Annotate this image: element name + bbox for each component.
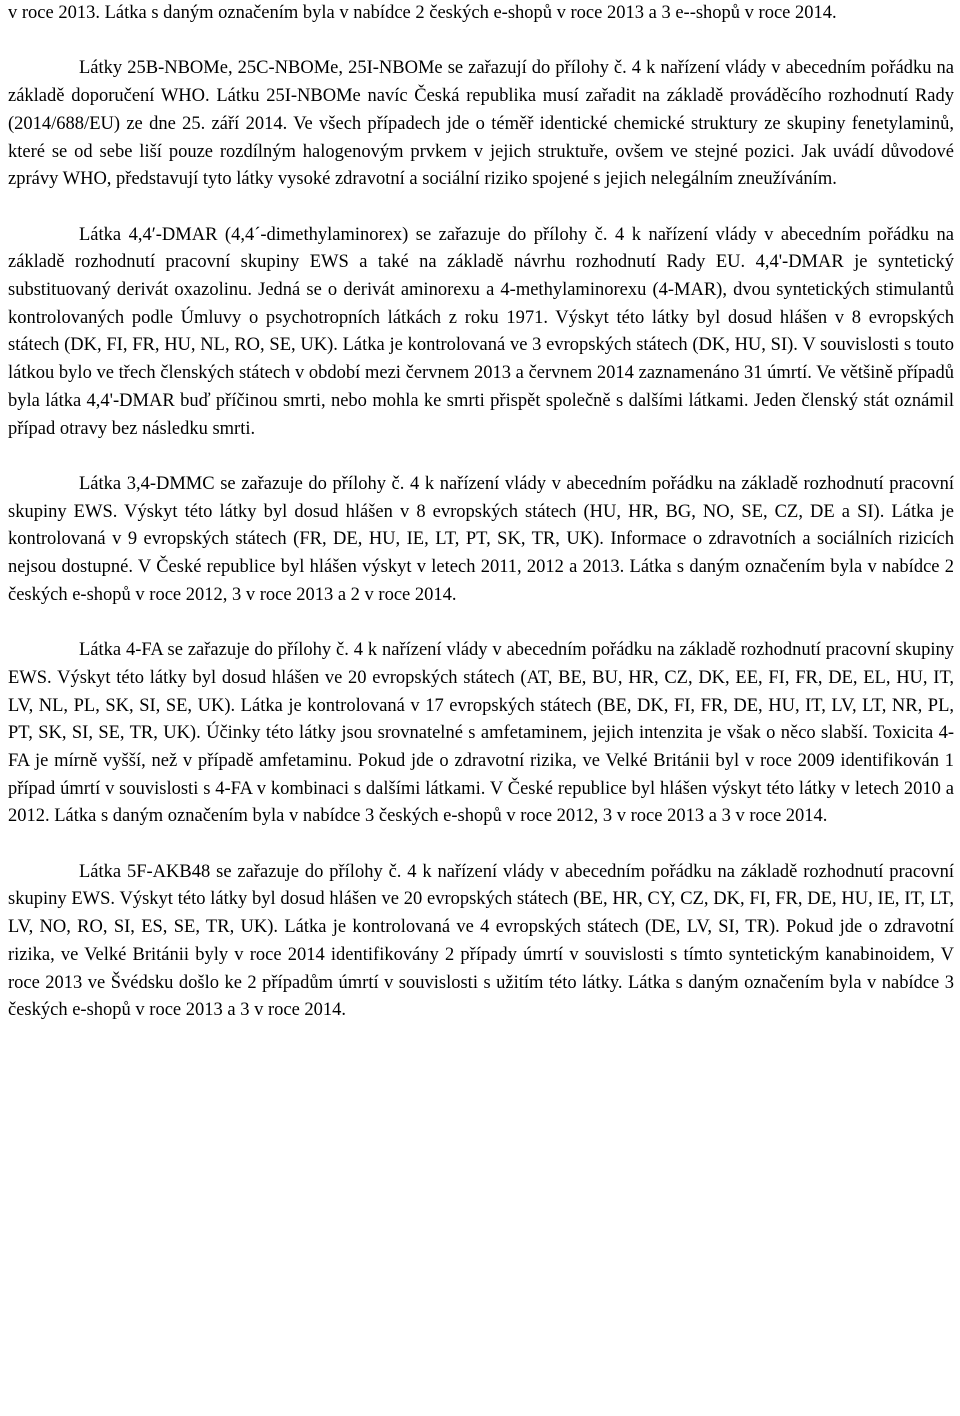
document-page [8, 0, 954, 1416]
paragraph-nbome: Látky 25B-NBOMe, 25C-NBOMe, 25I-NBOMe se zařazují do přílohy č. 4 k nařízení vlády v abecedním pořádku na základě doporučení WHO. Látku 25I-NBOMe navíc Česká republika musí zařadit na základě prováděcího rozhodnutí Rady (2014/688/EU) ze dne 25. září 2014. Ve všech případech jde o téměř identické chemické struktury ze skupiny fenetylaminů, které se od sebe liší pouze rozdílným halogenovým prvkem v jejich struktuře, ovšem ve stejné pozici. Jak uvádí důvodové zprávy WHO, představují tyto látky vysoké zdravotní a sociální riziko spojené s jejich nelegálním zneužíváním. [8, 58, 954, 190]
paragraph-dmmc: Látka 3,4-DMMC se zařazuje do přílohy č. 4 k nařízení vlády v abecedním pořádku na základě rozhodnutí pracovní skupiny EWS. Výskyt této látky byl dosud hlášen v 8 evropských státech (HU, HR, BG, NO, SE, CZ, DE a SI). Látka je kontrolovaná v 9 evropských státech (FR, DE, HU, IE, LT, PT, SK, TR, UK). Informace o zdravotních a sociálních rizicích nejsou dostupné. V České republice byl hlášen výskyt v letech 2011, 2012 a 2013. Látka s daným označením byla v nabídce 2 českých e-shopů v roce 2012, 3 v roce 2013 a 2 v roce 2014. [8, 473, 954, 605]
paragraph-5f-akb48: Látka 5F-AKB48 se zařazuje do přílohy č. 4 k nařízení vlády v abecedním pořádku na základě rozhodnutí pracovní skupiny EWS. Výskyt této látky byl dosud hlášen ve 20 evropských státech (BE, HR, CY, CZ, DK, FI, FR, DE, HU, IE, IT, LT, LV, NO, RO, SI, ES, SE, TR, UK). Látka je kontrolovaná ve 4 evropských státech (DE, LV, SI, TR). Pokud jde o zdravotní rizika, ve Velké Británii byly v roce 2014 identifikovány 2 případy úmrtí v souvislosti s tímto syntetickým kanabinoidem, V roce 2013 ve Švédsku došlo ke 2 případům úmrtí v souvislosti s užitím této látky. Látka s daným označením byla v nabídce 3 českých e-shopů v roce 2013 a 3 v roce 2014. [8, 861, 954, 1021]
paragraph-dmar: Látka 4,4′-DMAR (4,4´-dimethylaminorex) se zařazuje do přílohy č. 4 k nařízení vlády v abecedním pořádku na základě rozhodnutí pracovní skupiny EWS a také na základě návrhu rozhodnutí Rady EU. 4,4'-DMAR je syntetický substituovaný derivát oxazolinu. Jedná se o derivát aminorexu a 4-methylaminorexu (4-MAR), dvou syntetických stimulantů kontrolovaných podle Úmluvy o psychotropních látkách z roku 1971. Výskyt této látky byl dosud hlášen v 8 evropských státech (DK, FI, FR, HU, NL, RO, SE, UK). Látka je kontrolovaná ve 3 evropských státech (DK, HU, SI). V souvislosti s touto látkou bylo ve třech členských státech v období mezi červnem 2013 a červnem 2014 zaznamenáno 31 úmrtí. Ve většině případů byla látka 4,4'-DMAR buď příčinou smrti, nebo mohla ke smrti přispět společně s dalšími látkami. Jeden členský stát oznámil případ otravy bez následku smrti. [8, 224, 954, 439]
paragraph-4fa: Látka 4-FA se zařazuje do přílohy č. 4 k nařízení vlády v abecedním pořádku na základě rozhodnutí pracovní skupiny EWS. Výskyt této látky byl dosud hlášen ve 20 evropských státech (AT, BE, BU, HR, CZ, DK, EE, FI, FR, DE, EL, HU, IT, LV, NL, PL, SK, SI, SE, UK). Látka je kontrolovaná v 17 evropských státech (BE, DK, FI, FR, DE, HU, IT, LV, LT, NR, PL, PT, SK, SI, SE, TR, UK). Účinky této látky jsou srovnatelné s amfetaminem, jejich intenzita je však o něco slabší. Toxicita 4-FA je mírně vyšší, než v případě amfetaminu. Pokud jde o zdravotní rizika, ve Velké Británii byl v roce 2009 identifikován 1 případ úmrtí v souvislosti s 4-FA v kombinaci s dalšími látkami. V České republice byl hlášen výskyt této látky v letech 2010 a 2012. Látka s daným označením byla v nabídce 3 českých e-shopů v roce 2012, 3 v roce 2013 a 3 v roce 2014. [8, 640, 954, 827]
paragraph-continued: v roce 2013. Látka s daným označením byla v nabídce 2 českých e-shopů v roce 2013 a 3 e--shopů v roce 2014. [8, 3, 837, 23]
